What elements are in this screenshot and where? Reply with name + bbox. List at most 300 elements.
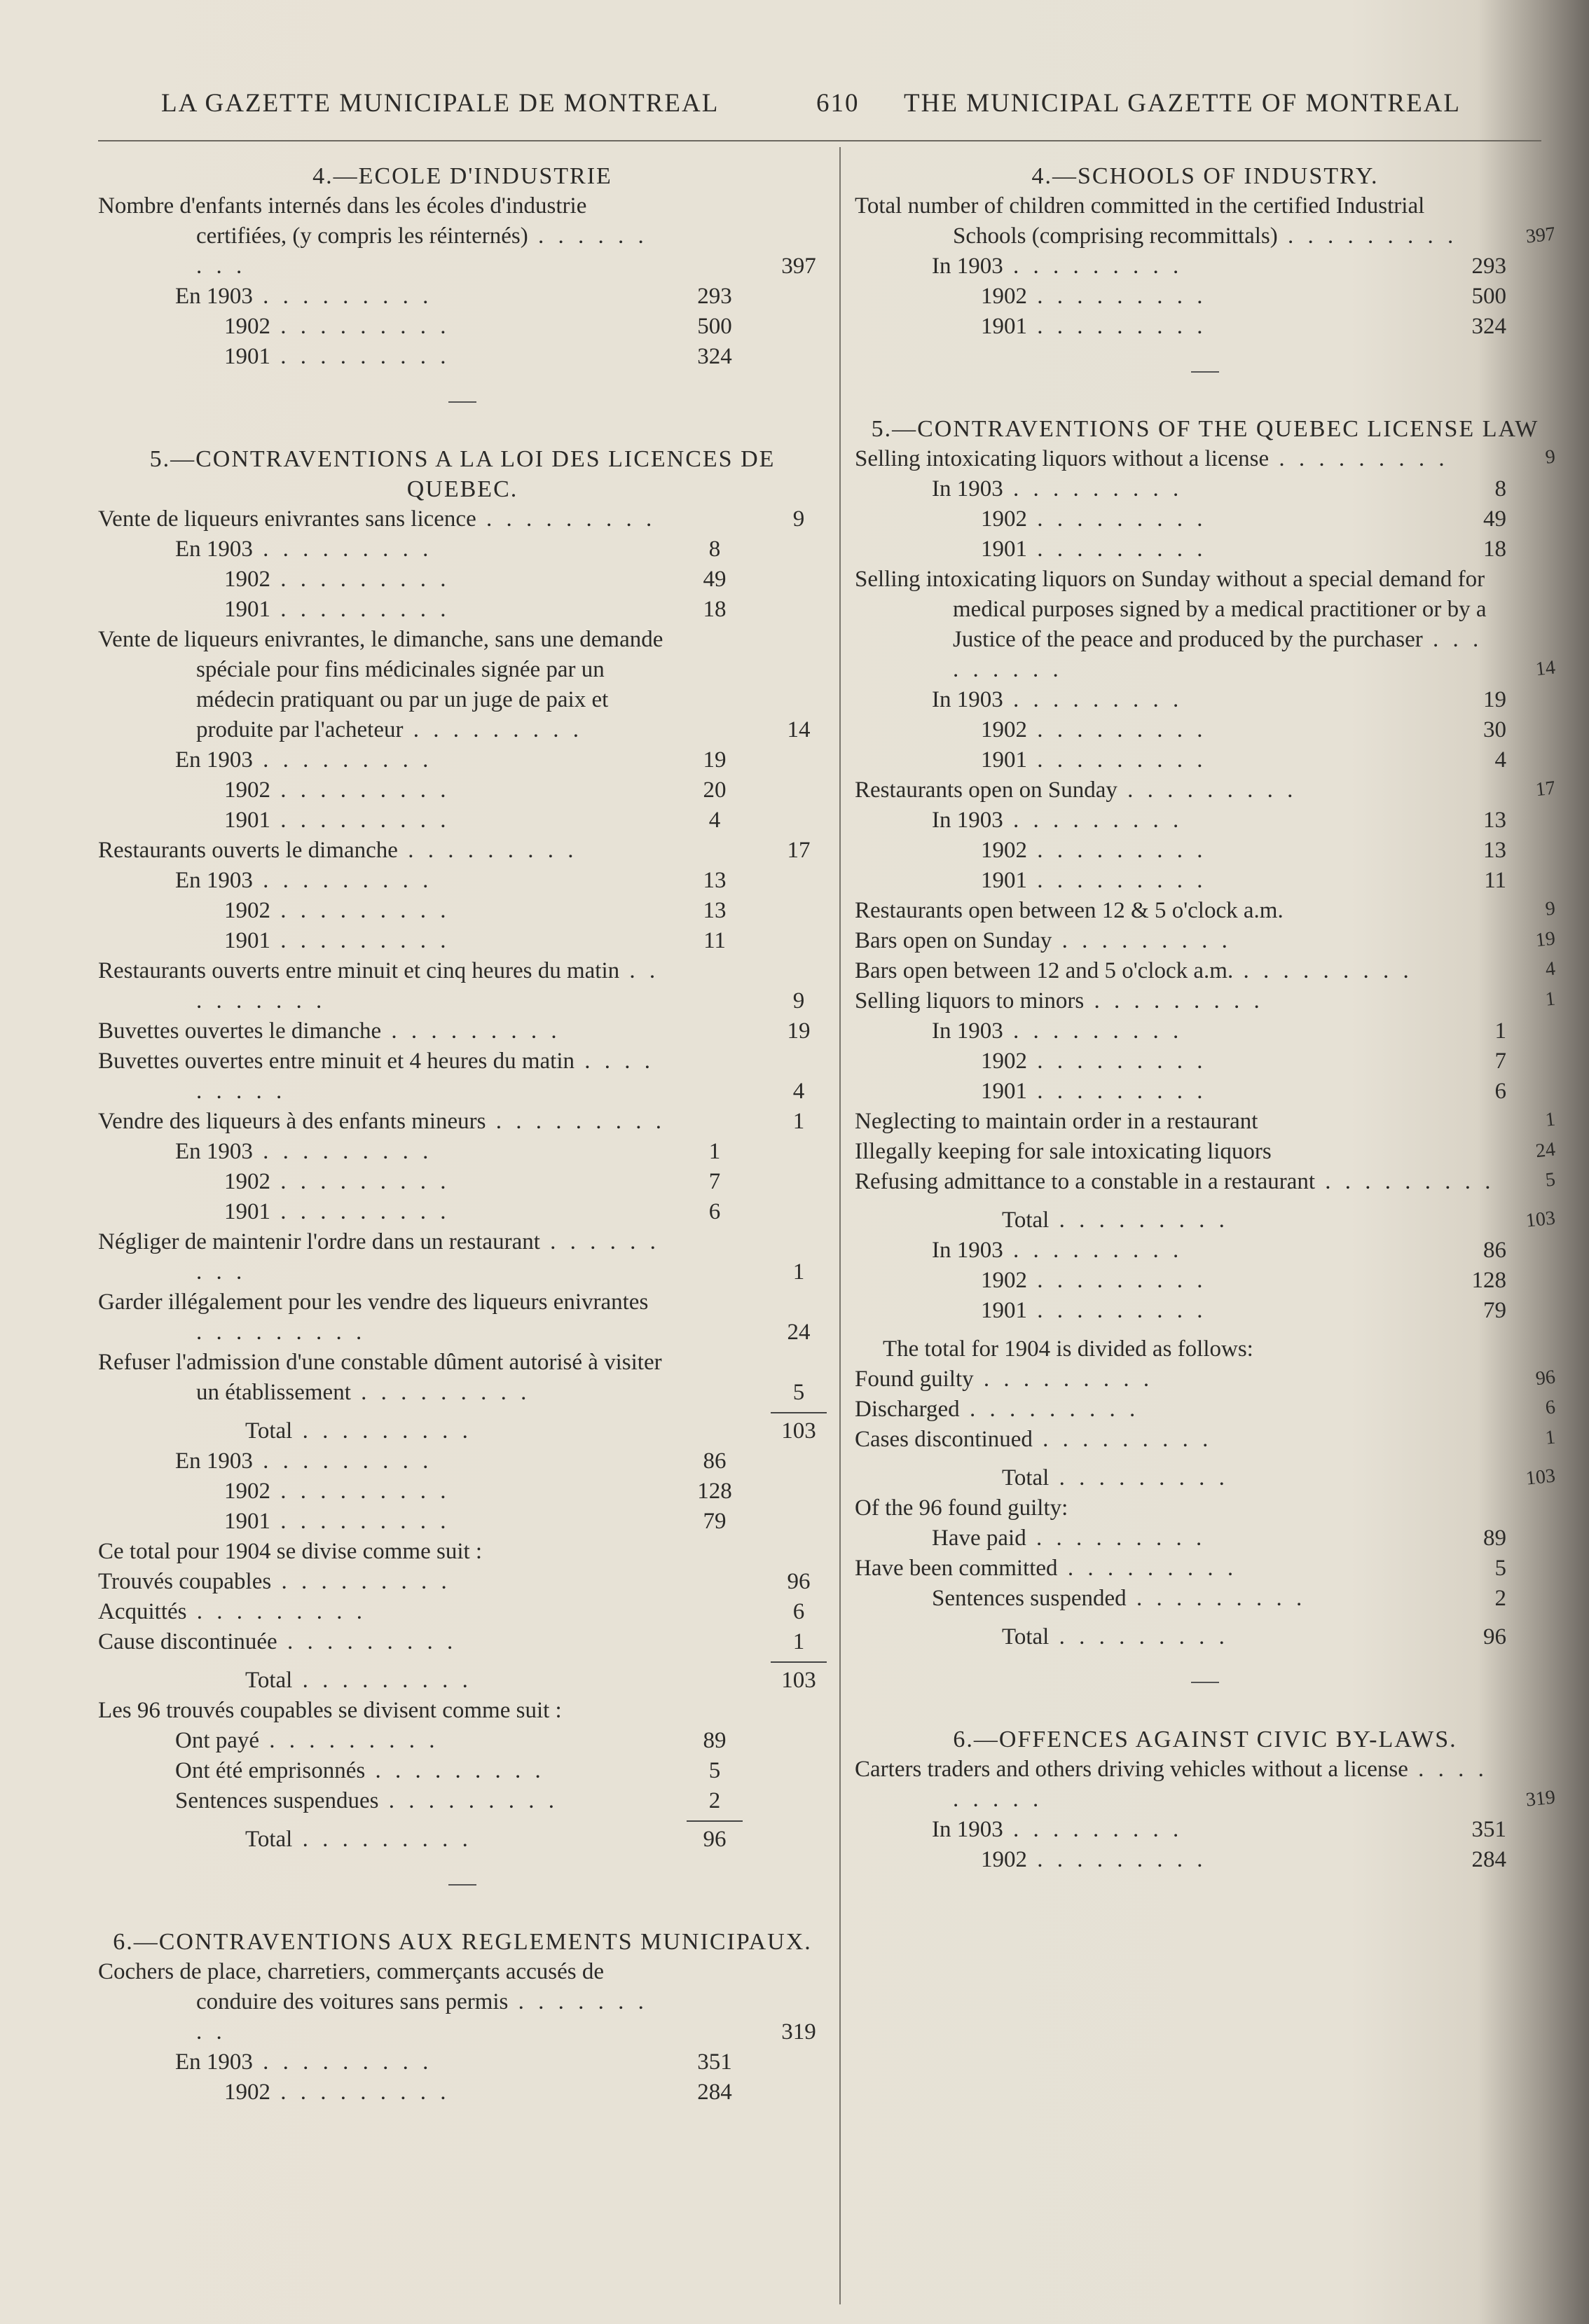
year-value: 19 <box>703 747 727 773</box>
row-label: In 1903 <box>932 254 1003 279</box>
table-row <box>98 565 827 595</box>
table-row <box>855 1364 1555 1395</box>
sum-rule <box>687 1820 743 1822</box>
year-value: 293 <box>697 284 732 309</box>
header-rule <box>98 140 1541 141</box>
total-value: 397 <box>781 254 816 279</box>
total-value: 17 <box>787 838 811 863</box>
row-label: In 1903 <box>932 1238 1003 1263</box>
leader-dots: . . . . . . . . . <box>270 1169 450 1194</box>
table-row <box>855 836 1555 866</box>
total-value: 103 <box>1525 1465 1557 1490</box>
leader-dots: . . . . . . . . . <box>1003 254 1183 279</box>
leader-dots: . . . . . . . . . <box>1003 808 1183 833</box>
leader-dots: . . . . . . . . . <box>378 1788 559 1813</box>
year-value: 324 <box>1471 314 1506 339</box>
row-label: Les 96 trouvés coupables se divisent comme suit : <box>98 1698 562 1723</box>
row-label: Total <box>245 1668 293 1693</box>
section-title: 6.—OFFENCES AGAINST CIVIC BY-LAWS. <box>953 1727 1457 1752</box>
row-label: Négliger de maintenir l'ordre dans un restaurant <box>98 1229 540 1254</box>
leader-dots: . . . . . . . . . <box>1027 1847 1207 1872</box>
table-row <box>98 1348 827 1408</box>
table-row <box>98 836 827 866</box>
leader-dots: . . . . . . . . . <box>1027 537 1207 562</box>
section-separator <box>855 1666 1555 1696</box>
total-value: 24 <box>1534 1138 1557 1163</box>
row-label: 1902 <box>981 1049 1027 1074</box>
leader-dots: . . . . . . . . . <box>1027 1079 1207 1104</box>
section-separator <box>98 1869 827 1899</box>
table-row <box>98 312 827 342</box>
table-row <box>98 1016 827 1046</box>
row-label: 1902 <box>981 284 1027 309</box>
table-row <box>98 1567 827 1597</box>
table-row <box>98 625 827 745</box>
section-title: 5.—CONTRAVENTIONS OF THE QUEBEC LICENSE LAW <box>871 416 1539 442</box>
year-value: 49 <box>703 567 727 592</box>
row-label: 1902 <box>224 314 270 339</box>
row-label: Restaurants ouverts entre minuit et cinq heures du matin <box>98 958 620 983</box>
leader-dots: . . . . . . . . . <box>953 1757 1488 1812</box>
table-row <box>855 1236 1555 1266</box>
section-s6 <box>855 1724 1555 1875</box>
row-label: Total <box>245 1418 293 1444</box>
table-row <box>98 926 827 956</box>
row-label: Found guilty <box>855 1367 974 1392</box>
leader-dots: . . . . . . . . . <box>959 1397 1140 1422</box>
separator-dash <box>448 1884 476 1886</box>
row-label: In 1903 <box>932 476 1003 502</box>
leader-dots: . . . . . . . . . <box>486 1109 666 1134</box>
row-label: 1901 <box>224 597 270 622</box>
leader-dots: . . . . . . . . . <box>350 1380 531 1405</box>
table-row <box>98 1825 827 1855</box>
table-row <box>855 1493 1555 1523</box>
total-value: 1 <box>792 1109 805 1134</box>
total-value: 1 <box>1544 988 1557 1011</box>
separator-dash <box>1191 1682 1219 1683</box>
row-label: 1901 <box>224 344 270 369</box>
table-row <box>855 504 1555 534</box>
total-value: 397 <box>1525 223 1557 248</box>
table-row <box>98 805 827 836</box>
row-label: 1902 <box>224 777 270 803</box>
row-label: 1901 <box>224 808 270 833</box>
total-value: 24 <box>787 1320 811 1345</box>
leader-dots: . . . . . . . . . <box>270 1479 450 1504</box>
row-label: In 1903 <box>932 1817 1003 1842</box>
leader-dots: . . . . . . . . . <box>1049 1624 1229 1649</box>
table-row <box>855 1845 1555 1875</box>
sum-rule <box>771 1661 827 1663</box>
row-label: 1901 <box>981 1298 1027 1323</box>
year-value: 500 <box>1471 284 1506 309</box>
leader-dots: . . . . . . . . . <box>1032 1427 1213 1452</box>
row-label: Buvettes ouvertes le dimanche <box>98 1018 382 1044</box>
leader-dots: . . . . . . . . . <box>1052 928 1232 953</box>
leader-dots: . . . . . . . . . <box>252 284 433 309</box>
table-row <box>855 1137 1555 1167</box>
row-label: Total <box>1002 1624 1050 1649</box>
table-row <box>98 1627 827 1657</box>
row-label: Vendre des liqueurs à des enfants mineurs <box>98 1109 486 1134</box>
section-title: 6.—CONTRAVENTIONS AUX REGLEMENTS MUNICIPAUX. <box>113 1929 812 1955</box>
table-row <box>855 896 1555 926</box>
row-label: Ont payé <box>175 1728 260 1753</box>
table-row <box>98 1197 827 1227</box>
year-value: 284 <box>697 2080 732 2105</box>
year-value: 11 <box>1484 868 1506 893</box>
leader-dots: . . . . . . . . . <box>1315 1169 1495 1194</box>
leader-dots: . . . . . . . . . <box>196 1989 648 2045</box>
leader-dots: . . . . . . . . . <box>403 717 583 742</box>
leader-dots: . . . . . . . . . <box>1233 958 1413 983</box>
section-s6 <box>98 1927 827 2108</box>
table-row <box>98 1957 827 2047</box>
year-value: 284 <box>1471 1847 1506 1872</box>
section-s4 <box>855 161 1555 342</box>
year-value: 79 <box>703 1509 727 1534</box>
leader-dots: . . . . . . . . . <box>277 1629 458 1654</box>
total-value: 14 <box>1534 656 1557 681</box>
leader-dots: . . . . . . . . . <box>196 1049 654 1104</box>
row-label: En 1903 <box>175 1139 253 1164</box>
total-value: 103 <box>781 1668 816 1693</box>
year-value: 89 <box>703 1728 727 1753</box>
table-row <box>98 1287 827 1348</box>
leader-dots: . . . . . . . . . <box>973 1367 1154 1392</box>
leader-dots: . . . . . . . . . <box>1027 506 1207 532</box>
leader-dots: . . . . . . . . . <box>1003 1018 1183 1044</box>
table-row <box>855 1755 1555 1815</box>
leader-dots: . . . . . . . . . <box>381 1018 561 1044</box>
row-label: 1902 <box>224 1169 270 1194</box>
table-row <box>98 1167 827 1197</box>
table-row <box>855 986 1555 1016</box>
table-row <box>855 191 1555 251</box>
table-row <box>98 1046 827 1107</box>
row-label: Total <box>1002 1208 1050 1233</box>
row-label: En 1903 <box>175 1448 253 1474</box>
year-value: 6 <box>1494 1079 1506 1104</box>
table-row <box>98 2077 827 2108</box>
year-value: 19 <box>1483 687 1506 712</box>
total-value: 9 <box>1544 445 1557 469</box>
section-title: 4.—ECOLE D'INDUSTRIE <box>312 163 612 189</box>
leader-dots: . . . . . . . . . <box>1269 446 1449 471</box>
row-label: Cases discontinued <box>855 1427 1033 1452</box>
leader-dots: . . . . . . . . . <box>1117 777 1298 803</box>
french-column <box>98 161 827 2108</box>
table-row <box>98 1227 827 1287</box>
separator-dash <box>448 401 476 403</box>
row-label: Bars open on Sunday <box>855 928 1052 953</box>
year-value: 128 <box>1471 1268 1506 1293</box>
row-label: 1902 <box>224 1479 270 1504</box>
table-row <box>855 1395 1555 1425</box>
leader-dots: . . . . . . . . . <box>1027 838 1207 863</box>
year-value: 4 <box>708 808 721 833</box>
leader-dots: . . . . . . . . . <box>186 1599 366 1624</box>
table-row <box>855 1077 1555 1107</box>
year-value: 6 <box>708 1199 721 1224</box>
row-label: Cochers de place, charretiers, commerçants accusés de conduire des voitures sans permis <box>98 1959 604 2014</box>
leader-dots: . . . . . . . . . <box>292 1668 472 1693</box>
table-row <box>98 342 827 372</box>
table-row <box>98 595 827 625</box>
row-label: Sentences suspendues <box>175 1788 379 1813</box>
year-value: 4 <box>1494 747 1506 773</box>
table-row <box>98 1446 827 1476</box>
row-label: Ce total pour 1904 se divise comme suit : <box>98 1539 483 1564</box>
total-value: 19 <box>787 1018 811 1044</box>
leader-dots: . . . . . . . . . <box>1027 868 1207 893</box>
leader-dots: . . . . . . . . . <box>1026 1526 1206 1551</box>
row-label: Vente de liqueurs enivrantes, le dimanche, sans une demande spéciale pour fins médicinales signée par un médecin pratiquant ou par un juge de paix et produite par l'acheteur <box>98 627 663 742</box>
leader-dots: . . . . . . . . . <box>292 1418 472 1444</box>
row-label: Total <box>1002 1465 1050 1490</box>
leader-dots: . . . . . . . . . <box>252 868 433 893</box>
table-row <box>98 2047 827 2077</box>
row-label: 1902 <box>981 506 1027 532</box>
leader-dots: . . . . . . . . . <box>292 1827 472 1852</box>
row-label: Buvettes ouvertes entre minuit et 4 heures du matin <box>98 1049 575 1074</box>
total-value: 4 <box>792 1079 805 1104</box>
row-label: Have been committed <box>855 1556 1058 1581</box>
total-value: 1 <box>792 1629 805 1654</box>
year-value: 11 <box>703 928 726 953</box>
row-label: 1901 <box>981 747 1027 773</box>
table-row <box>855 745 1555 775</box>
row-label: 1901 <box>224 1199 270 1224</box>
table-row <box>98 1756 827 1786</box>
year-value: 500 <box>697 314 732 339</box>
leader-dots: . . . . . . . . . <box>252 747 433 773</box>
year-value: 96 <box>1483 1624 1506 1649</box>
year-value: 5 <box>708 1758 721 1783</box>
year-value: 79 <box>1483 1298 1506 1323</box>
table-row <box>855 1523 1555 1554</box>
year-value: 86 <box>1483 1238 1506 1263</box>
table-row <box>855 685 1555 715</box>
table-row <box>855 805 1555 836</box>
leader-dots: . . . . . . . . . <box>365 1758 545 1783</box>
row-label: 1902 <box>224 567 270 592</box>
table-row <box>855 1016 1555 1046</box>
year-value: 13 <box>1483 808 1506 833</box>
row-label: Discharged <box>855 1397 960 1422</box>
leader-dots: . . . . . . . . . <box>1027 284 1207 309</box>
table-row <box>855 1107 1555 1137</box>
leader-dots: . . . . . . . . . <box>1027 717 1207 742</box>
total-value: 17 <box>1534 777 1557 801</box>
leader-dots: . . . . . . . . . <box>270 597 450 622</box>
leader-dots: . . . . . . . . . <box>270 1509 450 1534</box>
year-value: 13 <box>703 898 727 923</box>
table-row <box>855 282 1555 312</box>
row-label: Total number of children committed in the certified Industrial Schools (comprising recommittals) <box>855 193 1425 249</box>
row-label: Trouvés coupables <box>98 1569 272 1594</box>
total-value: 319 <box>781 2019 816 2045</box>
table-row <box>855 1463 1555 1493</box>
year-value: 324 <box>697 344 732 369</box>
total-value: 9 <box>792 988 805 1014</box>
table-row <box>855 312 1555 342</box>
leader-dots: . . . . . . . . . <box>270 314 450 339</box>
row-label: Selling intoxicating liquors without a license <box>855 446 1270 471</box>
year-value: 2 <box>1494 1586 1506 1611</box>
row-label: En 1903 <box>175 537 253 562</box>
row-label: 1901 <box>981 314 1027 339</box>
table-row <box>98 1416 827 1446</box>
row-label: Refuser l'admission d'une constable dûment autorisé à visiter un établissement <box>98 1350 662 1405</box>
row-label: In 1903 <box>932 687 1003 712</box>
year-value: 49 <box>1483 506 1506 532</box>
year-value: 5 <box>1494 1556 1506 1581</box>
leader-dots: . . . . . . . . . <box>270 808 450 833</box>
table-row <box>855 251 1555 282</box>
table-row <box>98 775 827 805</box>
row-label: 1901 <box>981 868 1027 893</box>
total-value: 5 <box>1544 1168 1557 1191</box>
section-s5 <box>855 414 1555 1652</box>
table-row <box>855 1584 1555 1614</box>
table-row <box>98 282 827 312</box>
year-value: 18 <box>1483 537 1506 562</box>
sum-rule <box>771 1412 827 1413</box>
table-row <box>855 1296 1555 1326</box>
row-label: In 1903 <box>932 808 1003 833</box>
section-separator <box>98 386 827 416</box>
row-label: Vente de liqueurs enivrantes sans licence <box>98 506 476 532</box>
year-value: 351 <box>1471 1817 1506 1842</box>
leader-dots: . . . . . . . . . <box>259 1728 439 1753</box>
year-value: 1 <box>708 1139 721 1164</box>
total-value: 14 <box>787 717 811 742</box>
section-s5 <box>98 444 827 1855</box>
table-row <box>98 896 827 926</box>
year-value: 7 <box>708 1169 721 1194</box>
table-row <box>855 775 1555 805</box>
total-value: 319 <box>1525 1786 1557 1811</box>
year-value: 89 <box>1483 1526 1506 1551</box>
english-column <box>855 161 1555 1875</box>
year-value: 8 <box>708 537 721 562</box>
table-row <box>98 745 827 775</box>
row-label: Restaurants ouverts le dimanche <box>98 838 398 863</box>
year-value: 1 <box>1494 1018 1506 1044</box>
leader-dots: . . . . . . . . . <box>271 1569 451 1594</box>
table-row <box>855 1425 1555 1455</box>
total-value: 96 <box>1534 1366 1557 1390</box>
year-value: 13 <box>1483 838 1506 863</box>
row-label: 1902 <box>981 717 1027 742</box>
table-row <box>98 1137 827 1167</box>
table-row <box>98 504 827 534</box>
separator-dash <box>1191 371 1219 373</box>
leader-dots: . . . . . . . . . <box>252 537 433 562</box>
year-value: 86 <box>703 1448 727 1474</box>
table-row <box>855 444 1555 474</box>
row-label: Have paid <box>932 1526 1026 1551</box>
table-row <box>98 191 827 282</box>
section-title: 5.—CONTRAVENTIONS A LA LOI DES LICENCES DE QUEBEC. <box>149 446 776 502</box>
table-row <box>98 534 827 565</box>
row-label: 1901 <box>224 928 270 953</box>
row-label: Acquittés <box>98 1599 187 1624</box>
leader-dots: . . . . . . . . . <box>1126 1586 1307 1611</box>
table-row <box>98 1597 827 1627</box>
table-row <box>98 866 827 896</box>
year-value: 13 <box>703 868 727 893</box>
leader-dots: . . . . . . . . . <box>270 928 450 953</box>
table-row <box>855 866 1555 896</box>
year-value: 7 <box>1494 1049 1506 1074</box>
leader-dots: . . . . . . . . . <box>1027 314 1207 339</box>
row-label: Illegally keeping for sale intoxicating liquors <box>855 1139 1272 1164</box>
total-value: 5 <box>792 1380 805 1405</box>
total-value: 103 <box>781 1418 816 1444</box>
row-label: Selling intoxicating liquors on Sunday without a special demand for medical purposes signed by a medical practitioner or by a Justice of the peace and produced by the purchaser <box>855 567 1487 652</box>
year-value: 20 <box>703 777 727 803</box>
leader-dots: . . . . . . . . . <box>1027 747 1207 773</box>
row-label: Carters traders and others driving vehicles without a license <box>855 1757 1408 1782</box>
leader-dots: . . . . . . . . . <box>270 898 450 923</box>
table-row <box>98 1696 827 1726</box>
table-row <box>855 565 1555 685</box>
row-label: Cause discontinuée <box>98 1629 277 1654</box>
leader-dots: . . . . . . . . . <box>953 627 1483 682</box>
leader-dots: . . . . . . . . . <box>1049 1465 1229 1490</box>
year-value: 18 <box>703 597 727 622</box>
leader-dots: . . . . . . . . . <box>397 838 578 863</box>
row-label: En 1903 <box>175 868 253 893</box>
column-divider <box>839 147 841 2304</box>
row-label: In 1903 <box>932 1018 1003 1044</box>
leader-dots: . . . . . . . . . <box>270 567 450 592</box>
row-label: 1902 <box>981 1268 1027 1293</box>
row-label: En 1903 <box>175 284 253 309</box>
row-label: Bars open between 12 and 5 o'clock a.m. <box>855 958 1234 983</box>
table-row <box>98 1107 827 1137</box>
page-number: 610 <box>816 89 860 118</box>
table-row <box>98 956 827 1016</box>
leader-dots: . . . . . . . . . <box>196 223 648 279</box>
leader-dots: . . . . . . . . . <box>1003 476 1183 502</box>
row-label: Restaurants open between 12 & 5 o'clock a.m. <box>855 898 1284 923</box>
table-row <box>855 1815 1555 1845</box>
row-label: Neglecting to maintain order in a restaurant <box>855 1109 1258 1134</box>
leader-dots: . . . . . . . . . <box>270 2080 450 2105</box>
table-row <box>855 1046 1555 1077</box>
year-value: 128 <box>697 1479 732 1504</box>
leader-dots: . . . . . . . . . <box>1003 687 1183 712</box>
header-french-title: LA GAZETTE MUNICIPALE DE MONTREAL <box>161 89 720 118</box>
year-value: 8 <box>1494 476 1506 502</box>
table-row <box>855 534 1555 565</box>
table-row <box>855 926 1555 956</box>
table-row <box>855 1554 1555 1584</box>
leader-dots: . . . . . . . . . <box>270 344 450 369</box>
row-label: Sentences suspended <box>932 1586 1127 1611</box>
row-label: Restaurants open on Sunday <box>855 777 1117 803</box>
leader-dots: . . . . . . . . . <box>476 506 656 532</box>
leader-dots: . . . . . . . . . <box>270 777 450 803</box>
table-row <box>855 1266 1555 1296</box>
leader-dots: . . . . . . . . . <box>1277 223 1458 249</box>
row-label: 1901 <box>224 1509 270 1534</box>
leader-dots: . . . . . . . . . <box>1027 1268 1207 1293</box>
